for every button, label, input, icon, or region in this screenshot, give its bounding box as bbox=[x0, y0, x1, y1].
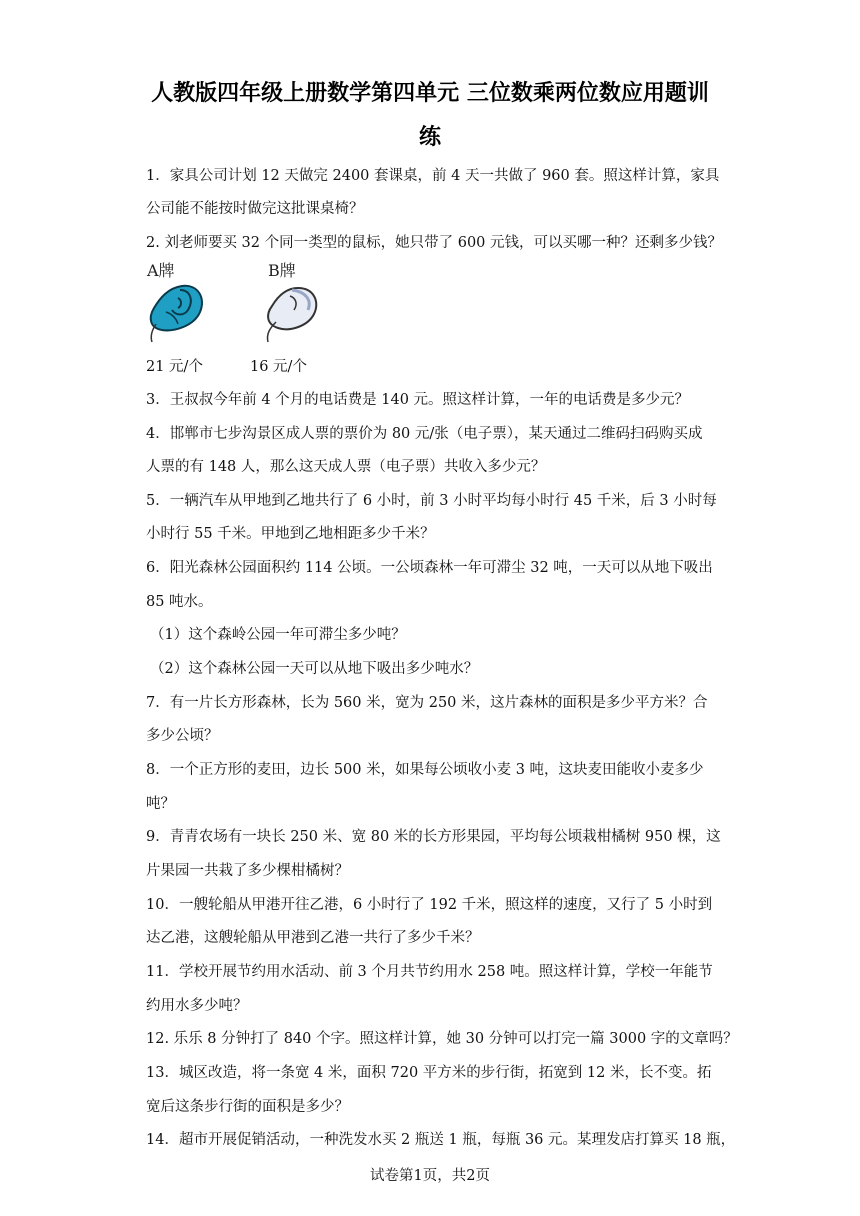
question-11-line-2: 约用水多少吨？ bbox=[146, 998, 248, 1014]
price-b: 16 元/个 bbox=[250, 359, 307, 375]
question-9-line-1: 9．青青农场有一块长 250 米、宽 80 米的长方形果园，平均每公顷栽柑橘树 950 棵，这 bbox=[146, 829, 721, 845]
question-5-line-1: 5．一辆汽车从甲地到乙地共行了 6 小时，前 3 小时平均每小时行 45 千米，后 3 小时每 bbox=[146, 493, 717, 509]
question-8-line-1: 8．一个正方形的麦田，边长 500 米，如果每公顷收小麦 3 吨，这块麦田能收小麦多少 bbox=[146, 762, 704, 778]
question-3: 3．王叔叔今年前 4 个月的电话费是 140 元。照这样计算，一年的电话费是多少元？ bbox=[146, 392, 690, 408]
question-10-line-2: 达乙港，这艘轮船从甲港到乙港一共行了多少千米？ bbox=[146, 930, 480, 946]
question-7-line-2: 多少公顷？ bbox=[146, 728, 219, 744]
question-14-line-1: 14．超市开展促销活动，一种洗发水买 2 瓶送 1 瓶，每瓶 36 元。某理发店打算买 18 瓶， bbox=[146, 1132, 736, 1148]
page-title-line-2: 练 bbox=[418, 125, 441, 150]
brand-a-label: A牌 bbox=[147, 261, 175, 280]
question-10-line-1: 10．一艘轮船从甲港开往乙港，6 小时行了 192 千米，照这样的速度，又行了 5 小时到 bbox=[146, 897, 713, 913]
brand-b-label: B牌 bbox=[268, 261, 296, 280]
question-1-line-2: 公司能不能按时做完这批课桌椅？ bbox=[146, 201, 364, 217]
page-title-line-1: 人教版四年级上册数学第四单元 三位数乘两位数应用题训 bbox=[151, 81, 709, 106]
question-6-line-2: 85 吨水。 bbox=[146, 594, 213, 610]
question-9-line-2: 片果园一共栽了多少棵柑橘树？ bbox=[146, 863, 349, 879]
question-6-sub-2: （2）这个森林公园一天可以从地下吸出多少吨水？ bbox=[150, 661, 479, 677]
question-4-line-1: 4．邯郸市七步沟景区成人票的票价为 80 元/张（电子票），某天通过二维码扫码购买成 bbox=[146, 426, 703, 442]
question-11-line-1: 11．学校开展节约用水活动、前 3 个月共节约用水 258 吨。照这样计算，学校一年能节 bbox=[146, 964, 713, 980]
question-2-line-1: 2. 刘老师要买 32 个同一类型的鼠标，她只带了 600 元钱，可以买哪一种？还剩多少钱？ bbox=[146, 235, 723, 251]
question-7-line-1: 7．有一片长方形森林，长为 560 米，宽为 250 米，这片森林的面积是多少平方米？合 bbox=[146, 695, 708, 711]
question-4-line-2: 人票的有 148 人，那么这天成人票（电子票）共收入多少元？ bbox=[146, 459, 546, 475]
question-6-sub-1: （1）这个森岭公园一年可滞尘多少吨？ bbox=[150, 627, 406, 643]
question-8-line-2: 吨？ bbox=[146, 796, 175, 812]
question-13-line-2: 宽后这条步行街的面积是多少？ bbox=[146, 1099, 349, 1115]
question-5-line-2: 小时行 55 千米。甲地到乙地相距多少千米？ bbox=[146, 526, 435, 542]
question-12: 12. 乐乐 8 分钟打了 840 个字。照这样计算，她 30 分钟可以打完一篇 3000 字的文章吗？ bbox=[146, 1031, 738, 1047]
mouse-a-image bbox=[142, 280, 210, 346]
price-a: 21 元/个 bbox=[146, 359, 203, 375]
question-6-line-1: 6．阳光森林公园面积约 114 公顷。一公顷森林一年可滞尘 32 吨，一天可以从地下吸出 bbox=[146, 560, 713, 576]
question-1-line-1: 1．家具公司计划 12 天做完 2400 套课桌，前 4 天一共做了 960 套。照这样计算，家具 bbox=[146, 168, 720, 184]
page-footer: 试卷第1页，共2页 bbox=[370, 1168, 490, 1184]
question-13-line-1: 13．城区改造，将一条宽 4 米，面积 720 平方米的步行街，拓宽到 12 米，长不变。拓 bbox=[146, 1065, 712, 1081]
mouse-b-image bbox=[256, 282, 324, 348]
